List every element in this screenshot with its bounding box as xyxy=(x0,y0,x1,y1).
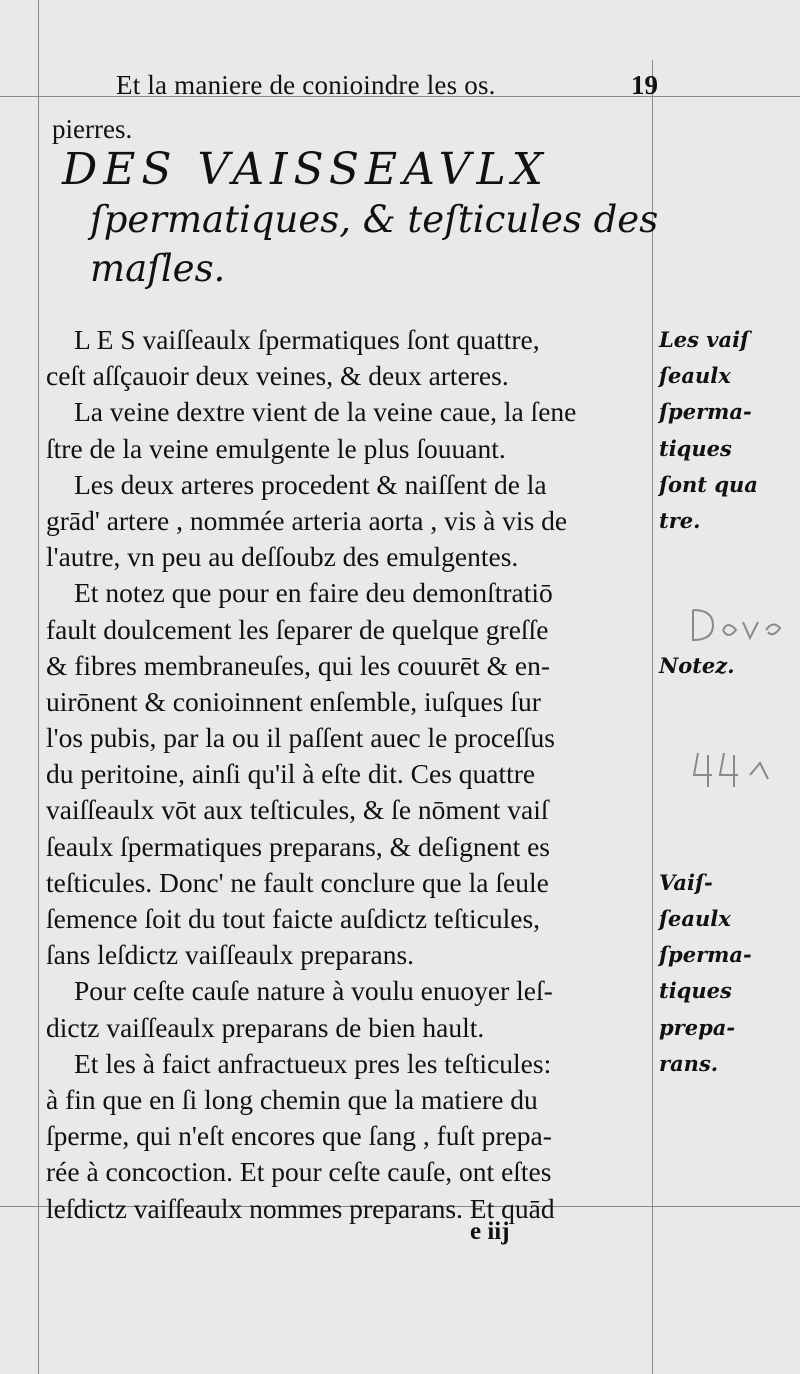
body-line: Les deux arteres procedent & naiſſent de la xyxy=(74,468,547,500)
margin-note-line: ſont qua xyxy=(659,471,758,497)
margin-note-line xyxy=(659,539,794,575)
body-line: ceſt aſſçauoir deux veines, & deux arteres. xyxy=(46,360,509,392)
body-line: teſticules. Donc' ne fault conclure que la ſeule xyxy=(46,866,549,898)
body-line: ſtre de la veine emulgente le plus ſouuant. xyxy=(46,432,506,464)
body-line: Et les à faict anfractueux pres les teſticules: xyxy=(74,1047,552,1079)
margin-note-line xyxy=(659,792,794,828)
pencil-annotation-mark xyxy=(688,600,798,650)
body-line: leſdictz vaiſſeaulx nommes preparans. Et quād xyxy=(46,1192,555,1224)
body-line: à fin que en ſi long chemin que la matiere du xyxy=(46,1083,538,1115)
body-line: ſemence ſoit du tout faicte auſdictz teſticules, xyxy=(46,903,541,934)
page-number: 19 xyxy=(631,70,658,100)
margin-notes xyxy=(659,322,794,1082)
body-line: ſans leſdictz vaiſſeaulx preparans. xyxy=(46,939,415,971)
margin-note-line: tiques xyxy=(659,978,732,1004)
body-line: du peritoine, ainſi qu'il à eſte dit. Ces quattre xyxy=(46,758,536,790)
heading-line-2: ſpermatiques, & teſticules des xyxy=(90,198,659,241)
body-line: l'autre, vn peu au deſſoubz des emulgentes. xyxy=(46,541,519,573)
body-line: dictz vaiſſeaulx preparans de bien hault. xyxy=(46,1011,485,1043)
margin-note-line: rans. xyxy=(659,1050,719,1076)
body-line: Pour ceſte cauſe nature à voulu enuoyer leſ- xyxy=(74,975,553,1007)
body-line: fault doulcement les ſeparer de quelque greſſe xyxy=(46,613,549,645)
body-line: La veine dextre vient de la veine caue, la ſene xyxy=(74,396,577,428)
catchword-top: pierres. xyxy=(52,114,133,144)
pencil-annotation-mark xyxy=(690,745,780,795)
body-line: grād' artere , nommée arteria aorta , vis à vis de xyxy=(46,504,568,536)
margin-note-line: prepa- xyxy=(659,1014,736,1040)
margin-note-line: ſeaulx xyxy=(659,363,731,389)
body-line: ſeaulx ſpermatiques preparans, & deſignent es xyxy=(46,830,550,862)
margin-note-line: Les vaiſ xyxy=(659,327,750,352)
body-line: Et notez que pour en faire deu demonſtratiō xyxy=(74,577,553,609)
margin-note-line: ſperma- xyxy=(659,399,752,425)
section-heading xyxy=(62,144,659,293)
margin-note-line xyxy=(659,829,794,865)
body-line: rée à concoction. Et pour ceſte cauſe, ont eſtes xyxy=(46,1156,552,1188)
margin-note-line: Notez. xyxy=(659,652,735,678)
body-line: l'os pubis, par la ou il paſſent auec le proceſſus xyxy=(46,722,555,754)
page-header xyxy=(110,70,670,106)
body-text xyxy=(46,322,656,1227)
heading-line-1: DES VAISSEAVLX xyxy=(62,144,550,195)
running-head: Et la maniere de conioindre les os. xyxy=(116,70,496,100)
heading-line-3: maſles. xyxy=(90,247,226,290)
margin-note-line: ſperma- xyxy=(659,942,752,968)
margin-note-line: Vaiſ- xyxy=(659,869,713,895)
body-line: vaiſſeaulx vōt aux teſticules, & ſe nōment vaiſ xyxy=(46,794,549,826)
margin-note-line: ſeaulx xyxy=(659,906,731,931)
margin-note-line: tiques xyxy=(659,435,732,461)
page-rule-left xyxy=(38,0,39,1374)
margin-note-line: tre. xyxy=(659,507,701,533)
body-line: uirōnent & conioinnent enſemble, iuſques ſur xyxy=(46,685,541,717)
body-line: & fibres membraneuſes, qui les couurēt & en- xyxy=(46,649,551,681)
body-line: L E S vaiſſeaulx ſpermatiques ſont quattre, xyxy=(74,324,540,355)
body-line: ſperme, qui n'eſt encores que ſang , fuſt prepa- xyxy=(46,1120,552,1152)
signature-mark: e iij xyxy=(470,1218,510,1245)
margin-note-line xyxy=(659,684,794,720)
